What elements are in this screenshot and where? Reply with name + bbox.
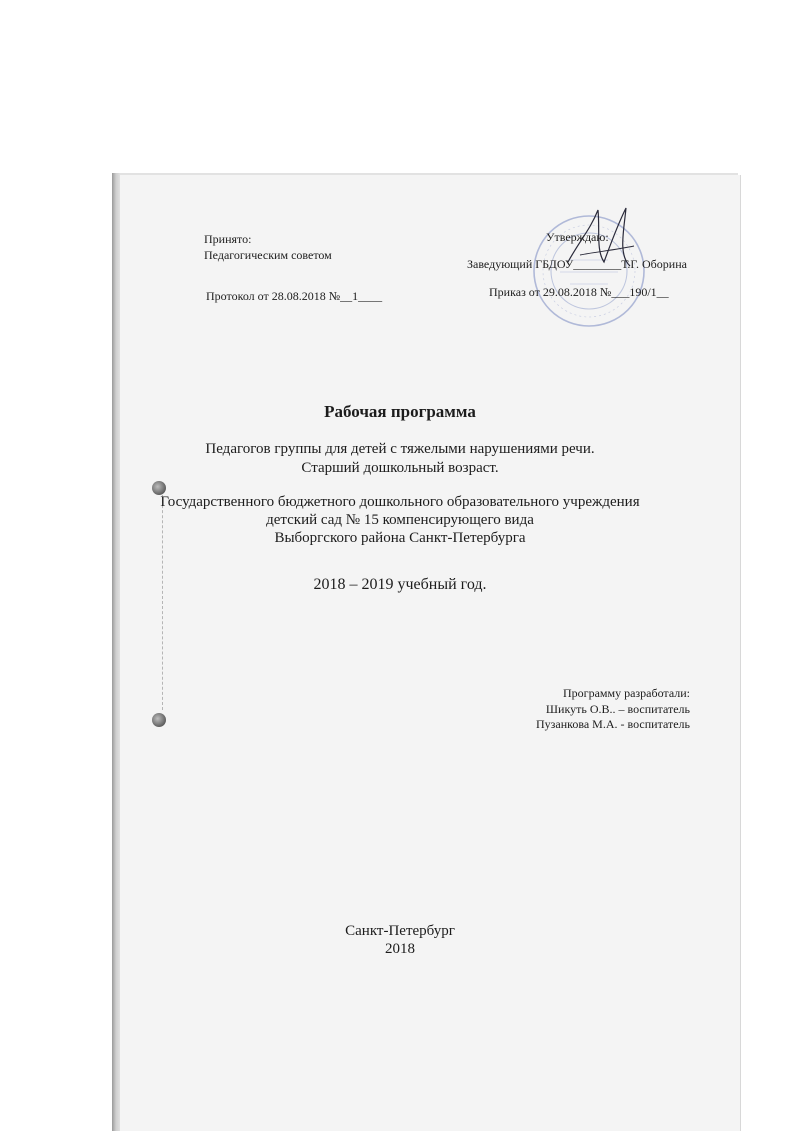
institution-line-2: детский сад № 15 компенсирующего вида <box>266 512 534 528</box>
footer-city: Санкт-Петербург <box>345 923 455 939</box>
author-2: Пузанкова М.А. - воспитатель <box>535 717 690 731</box>
academic-year: 2018 – 2019 учебный год. <box>313 576 487 593</box>
institution-line-1: Государственного бюджетного дошкольного образовательного учреждения <box>160 494 640 510</box>
head-signature-line: Заведующий ГБДОУ________Т.Г. Оборина <box>467 257 687 271</box>
authors-label: Программу разработали: <box>562 686 690 700</box>
punch-hole-bottom <box>152 713 166 727</box>
punch-hole-top <box>152 481 166 495</box>
subtitle-line-2: Старший дошкольный возраст. <box>301 460 499 476</box>
sheet-top-edge <box>120 173 738 175</box>
accepted-label: Принято: <box>204 232 252 246</box>
protocol-line: Протокол от 28.08.2018 №__1____ <box>206 289 383 303</box>
institution-line-3: Выборгского района Санкт-Петербурга <box>274 530 526 546</box>
approve-label: Утверждаю: <box>546 230 609 244</box>
subtitle-line-1: Педагогов группы для детей с тяжелыми нарушениями речи. <box>205 441 595 457</box>
document-title: Рабочая программа <box>324 402 476 421</box>
accepted-by: Педагогическим советом <box>204 248 332 262</box>
order-line: Приказ от 29.08.2018 №___190/1__ <box>489 285 669 299</box>
footer-year: 2018 <box>385 941 415 957</box>
author-1: Шикуть О.В.. – воспитатель <box>545 702 690 716</box>
